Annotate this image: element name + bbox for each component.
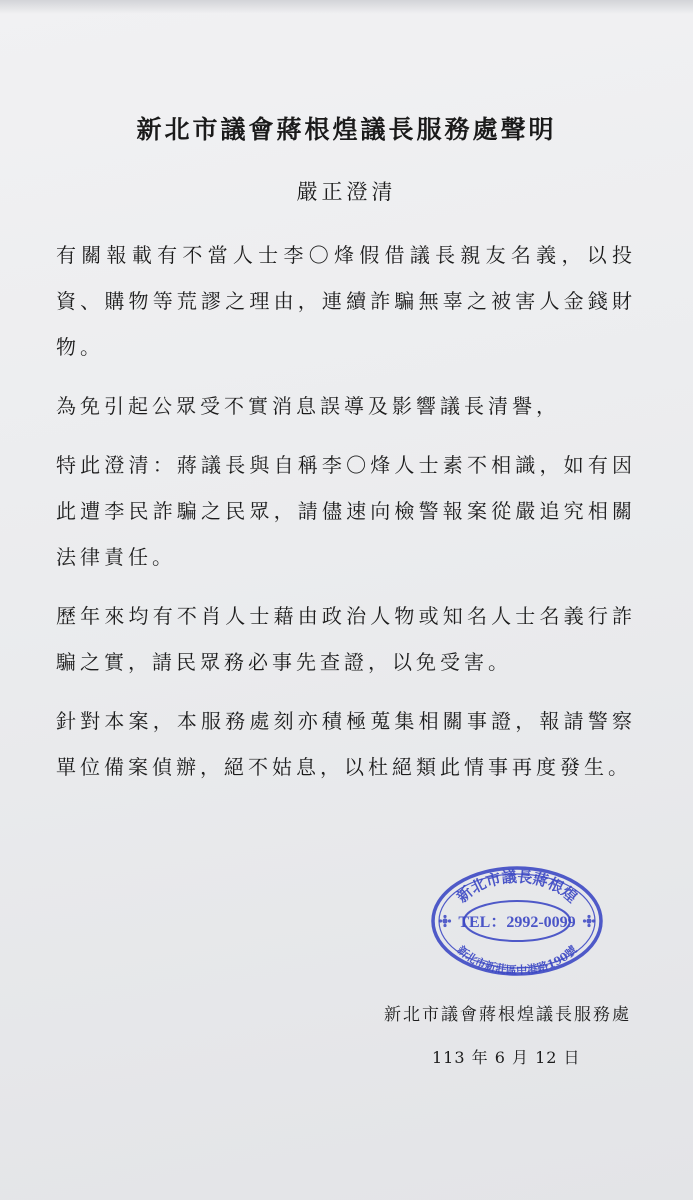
stamp-top-text: 新北市議長蔣根煌: [453, 867, 581, 907]
document-title: 新北市議會蔣根煌議長服務處聲明: [136, 115, 557, 144]
office-seal-stamp: [431, 866, 603, 976]
document-subtitle: 嚴正澄清: [296, 180, 397, 204]
stamp-flower-icon: [439, 915, 451, 927]
stamp-bottom-text: 新北市新莊區中港路190號: [454, 943, 580, 976]
statement-body: [56, 232, 636, 803]
stamp-flower-icon: [583, 915, 595, 927]
paragraph-2: 為免引起公眾受不實消息誤導及影響議長清譽，: [56, 394, 560, 418]
paragraph-1: 有關報載有不當人士李〇烽假借議長親友名義，以投資、購物等荒謬之理由，連續詐騙無辜之被害人金錢財物。: [56, 243, 636, 359]
document-date: 113 年 6 月 12 日: [432, 1048, 581, 1067]
paragraph-4: 歷年來均有不肖人士藉由政治人物或知名人士名義行詐騙之實，請民眾務必事先查證，以免受害。: [56, 604, 636, 674]
paragraph-5: 針對本案，本服務處刻亦積極蒐集相關事證，報請警察單位備案偵辦，絕不姑息，以杜絕類此情事再度發生。: [56, 709, 636, 779]
office-signature: 新北市議會蔣根煌議長服務處: [384, 1005, 631, 1025]
stamp-phone-text: TEL：2992-0099: [458, 914, 576, 931]
paragraph-3: 特此澄清：蔣議長與自稱李〇烽人士素不相識，如有因此遭李民詐騙之民眾，請儘速向檢警報案從嚴追究相關法律責任。: [56, 453, 636, 569]
paper-top-edge: [0, 0, 693, 14]
